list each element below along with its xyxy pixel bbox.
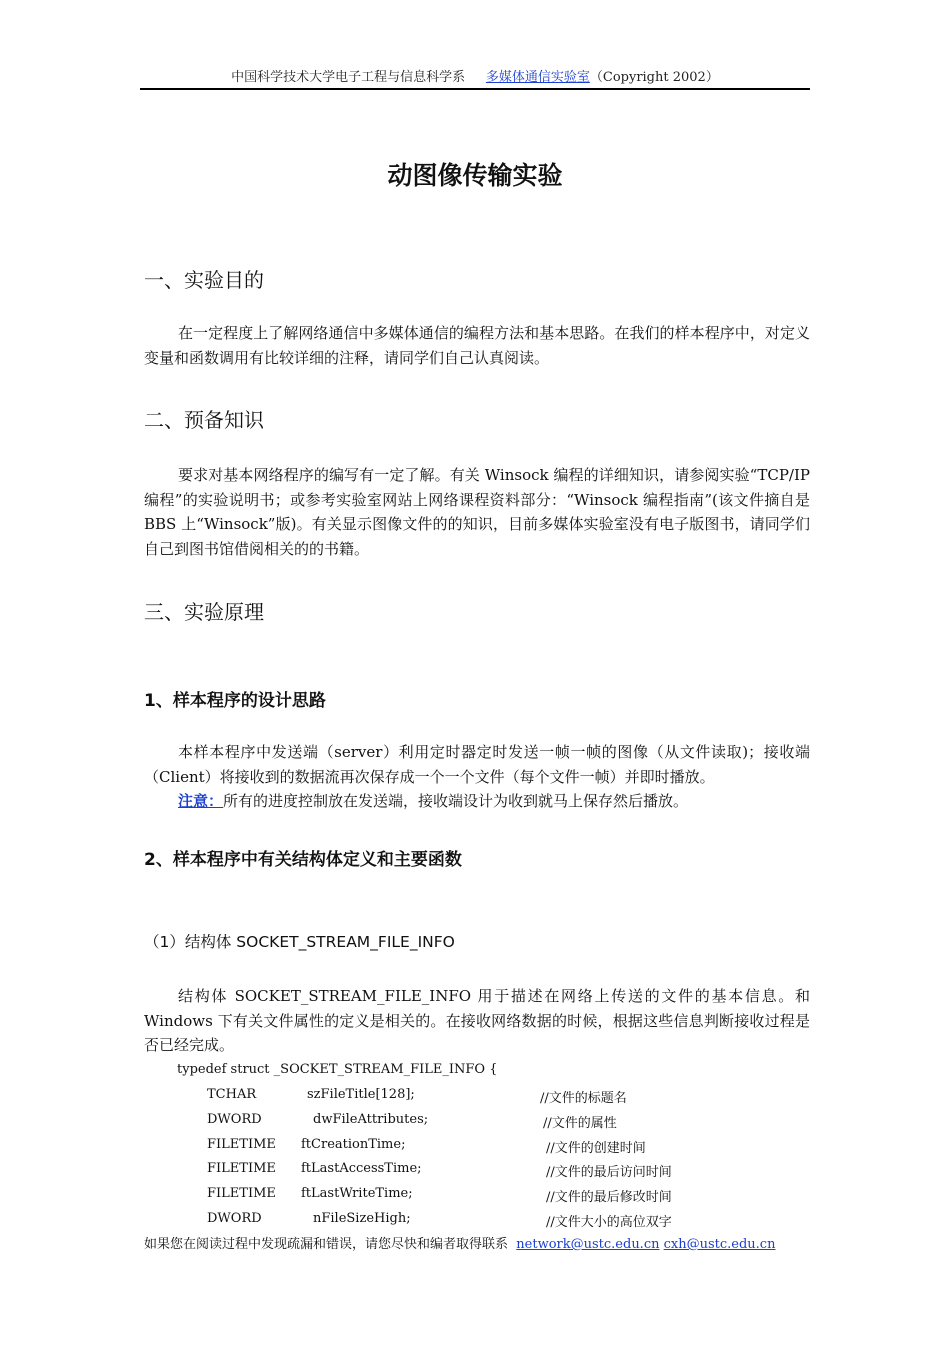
struct-info-paragraph: 结构体 SOCKET_STREAM_FILE_INFO 用于描述在网络上传送的文件的基本信息。和 Windows 下有关文件属性的定义是相关的。在接收网络数据的时候，根据这些信息判断接收过程是否已经完成。 bbox=[144, 987, 810, 1054]
section-purpose-text bbox=[144, 321, 810, 370]
section-heading-prerequisites: 二、预备知识 bbox=[144, 408, 264, 432]
note-label: 注意： bbox=[178, 792, 224, 810]
purpose-paragraph: 在一定程度上了解网络通信中多媒体通信的编程方法和基本思路。在我们的样本程序中，对定义变量和函数调用有比较详细的注释，请同学们自己认真阅读。 bbox=[144, 324, 810, 367]
section-prerequisites-text bbox=[144, 463, 810, 561]
design-paragraph: 本样本程序中发送端（server）利用定时器定时发送一帧一帧的图像（从文件读取)；接收端（Client）将接收到的数据流再次保存成一个一个文件（每个文件一帧）并即时播放。 bbox=[144, 743, 810, 786]
prerequisites-paragraph: 要求对基本网络程序的编写有一定了解。有关 Winsock 编程的详细知识，请参阅实验“TCP/IP 编程”的实验说明书；或参考实验室网站上网络课程资料部分：“Winsock 编程指南”(该文件摘自是 BBS 上“Winsock”版)。有关显示图像文件的的知识，目前多媒体实验室没有电子版图书，请同学们自己到图书馆借阅相关的的书籍。 bbox=[144, 466, 810, 558]
struct-info-text bbox=[144, 984, 810, 1058]
section-heading-purpose: 一、实验目的 bbox=[144, 268, 264, 292]
code-field-name: dwFileAttributes; bbox=[313, 1112, 429, 1127]
code-field-type: FILETIME bbox=[207, 1137, 276, 1152]
subsection-heading-design: 1、样本程序的设计思路 bbox=[144, 691, 326, 711]
code-field-name: ftLastWriteTime; bbox=[301, 1186, 413, 1201]
header-institution: 中国科学技术大学电子工程与信息科学系 bbox=[231, 70, 466, 85]
footer-text: 如果您在阅读过程中发现疏漏和错误，请您尽快和编者取得联系 bbox=[144, 1237, 509, 1252]
footer-email-network[interactable]: network@ustc.edu.cn bbox=[516, 1237, 660, 1252]
page-footer bbox=[144, 1233, 775, 1252]
subsection-heading-struct-info: （1）结构体 SOCKET_STREAM_FILE_INFO bbox=[144, 933, 455, 951]
header-copyright: （Copyright 2002） bbox=[589, 70, 719, 85]
code-field-name: nFileSizeHigh; bbox=[313, 1211, 411, 1226]
code-field-comment: //文件的创建时间 bbox=[546, 1141, 646, 1156]
code-field-type: DWORD bbox=[207, 1211, 262, 1226]
lab-link[interactable]: 多媒体通信实验室 bbox=[485, 70, 590, 85]
code-field-comment: //文件的最后修改时间 bbox=[546, 1190, 672, 1205]
code-field-type: FILETIME bbox=[207, 1186, 276, 1201]
code-field-type: TCHAR bbox=[207, 1087, 257, 1102]
code-field-type: DWORD bbox=[207, 1112, 262, 1127]
design-note bbox=[144, 789, 810, 814]
subsection-design-text bbox=[144, 740, 810, 814]
header-divider bbox=[140, 88, 810, 90]
code-field-name: ftLastAccessTime; bbox=[301, 1161, 422, 1176]
page-header bbox=[140, 66, 810, 85]
code-field-comment: //文件的最后访问时间 bbox=[546, 1165, 672, 1180]
footer-email-cxh[interactable]: cxh@ustc.edu.cn bbox=[663, 1237, 776, 1252]
code-field-name: szFileTitle[128]; bbox=[307, 1087, 415, 1102]
code-field-comment: //文件大小的高位双字 bbox=[546, 1215, 672, 1230]
note-text: 所有的进度控制放在发送端，接收端设计为收到就马上保存然后播放。 bbox=[223, 792, 689, 810]
code-field-type: FILETIME bbox=[207, 1161, 276, 1176]
subsection-heading-structs: 2、样本程序中有关结构体定义和主要函数 bbox=[144, 850, 462, 870]
code-typedef-line: typedef struct _SOCKET_STREAM_FILE_INFO { bbox=[177, 1062, 498, 1077]
code-field-comment: //文件的标题名 bbox=[540, 1091, 627, 1106]
document-title: 动图像传输实验 bbox=[387, 161, 563, 190]
section-heading-principle: 三、实验原理 bbox=[144, 600, 264, 624]
code-field-comment: //文件的属性 bbox=[543, 1116, 617, 1131]
code-field-name: ftCreationTime; bbox=[301, 1137, 406, 1152]
